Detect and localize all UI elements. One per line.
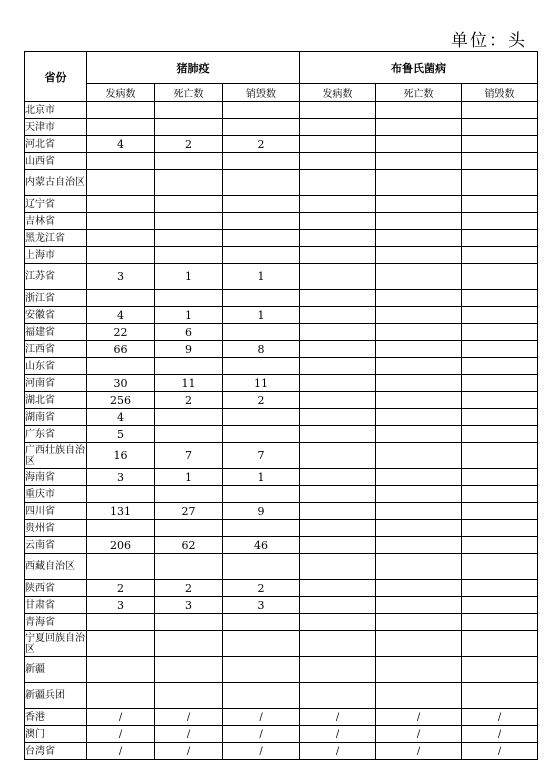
table-cell: / xyxy=(223,709,300,726)
subheader-destroyed: 销毁数 xyxy=(462,84,538,102)
table-cell xyxy=(462,324,538,341)
table-cell: 11 xyxy=(155,375,223,392)
table-cell xyxy=(87,486,155,503)
table-row xyxy=(25,153,538,170)
table-cell xyxy=(462,102,538,119)
table-cell xyxy=(462,580,538,597)
table-cell xyxy=(223,119,300,136)
table-cell xyxy=(87,170,155,196)
table-cell xyxy=(223,358,300,375)
table-cell xyxy=(376,631,462,657)
table-cell xyxy=(87,196,155,213)
province-header: 省份 xyxy=(25,52,87,102)
table-row xyxy=(25,324,538,341)
table-cell xyxy=(300,264,376,290)
table-cell xyxy=(376,324,462,341)
province-name: 广东省 xyxy=(25,426,87,443)
unit-label: 单位：头 xyxy=(451,31,527,51)
province-name: 江西省 xyxy=(25,341,87,358)
table-cell xyxy=(376,119,462,136)
table-cell xyxy=(462,196,538,213)
table-cell xyxy=(300,213,376,230)
table-row xyxy=(25,264,538,290)
table-cell xyxy=(223,230,300,247)
table-cell xyxy=(300,486,376,503)
table-cell xyxy=(376,443,462,469)
province-name: 上海市 xyxy=(25,247,87,264)
table-cell xyxy=(155,657,223,683)
province-name: 天津市 xyxy=(25,119,87,136)
table-cell xyxy=(376,657,462,683)
table-cell: 8 xyxy=(223,341,300,358)
table-cell: 66 xyxy=(87,341,155,358)
table-cell xyxy=(155,409,223,426)
table-cell xyxy=(300,136,376,153)
table-cell: 3 xyxy=(223,597,300,614)
table-cell: 30 xyxy=(87,375,155,392)
province-name: 吉林省 xyxy=(25,213,87,230)
table-row xyxy=(25,426,538,443)
table-cell xyxy=(462,597,538,614)
table-row xyxy=(25,683,538,709)
table-row xyxy=(25,119,538,136)
table-cell: / xyxy=(300,743,376,760)
table-cell xyxy=(300,358,376,375)
table-cell xyxy=(300,392,376,409)
table-cell xyxy=(300,631,376,657)
table-cell xyxy=(155,102,223,119)
table-cell: 3 xyxy=(87,597,155,614)
table-cell xyxy=(376,426,462,443)
table-row xyxy=(25,554,538,580)
table-cell xyxy=(376,614,462,631)
table-row xyxy=(25,392,538,409)
table-cell xyxy=(462,375,538,392)
table-row xyxy=(25,520,538,537)
table-cell xyxy=(462,469,538,486)
table-cell xyxy=(300,230,376,247)
table-cell xyxy=(223,520,300,537)
table-cell xyxy=(300,341,376,358)
table-cell: 27 xyxy=(155,503,223,520)
table-cell: 16 xyxy=(87,443,155,469)
table-cell xyxy=(462,520,538,537)
table-cell xyxy=(223,554,300,580)
table-cell xyxy=(87,554,155,580)
table-cell: 62 xyxy=(155,537,223,554)
table-cell xyxy=(87,631,155,657)
table-row xyxy=(25,102,538,119)
table-cell xyxy=(376,409,462,426)
province-name: 河南省 xyxy=(25,375,87,392)
province-name: 山西省 xyxy=(25,153,87,170)
table-cell xyxy=(300,554,376,580)
table-cell xyxy=(462,264,538,290)
table-cell xyxy=(462,614,538,631)
table-cell xyxy=(300,290,376,307)
table-cell xyxy=(223,170,300,196)
table-cell xyxy=(300,307,376,324)
table-cell: 11 xyxy=(223,375,300,392)
table-cell xyxy=(87,290,155,307)
table-cell xyxy=(87,520,155,537)
table-cell: 2 xyxy=(223,136,300,153)
province-name: 浙江省 xyxy=(25,290,87,307)
table-cell xyxy=(87,614,155,631)
table-cell: / xyxy=(155,709,223,726)
table-cell: 4 xyxy=(87,409,155,426)
table-cell xyxy=(300,153,376,170)
table-cell xyxy=(155,554,223,580)
table-cell: / xyxy=(462,743,538,760)
table-row xyxy=(25,614,538,631)
table-cell: / xyxy=(300,709,376,726)
table-cell xyxy=(462,392,538,409)
sub-header-row xyxy=(25,84,538,102)
table-cell: / xyxy=(462,726,538,743)
table-cell: 131 xyxy=(87,503,155,520)
table-cell: 4 xyxy=(87,136,155,153)
table-row xyxy=(25,486,538,503)
province-name: 内蒙古自治区 xyxy=(25,170,87,196)
table-row xyxy=(25,709,538,726)
table-cell xyxy=(155,247,223,264)
table-cell xyxy=(223,196,300,213)
table-cell xyxy=(300,503,376,520)
table-cell xyxy=(223,409,300,426)
table-row xyxy=(25,537,538,554)
table-cell xyxy=(376,597,462,614)
table-cell: 256 xyxy=(87,392,155,409)
table-cell: / xyxy=(87,743,155,760)
table-cell xyxy=(300,409,376,426)
table-cell xyxy=(155,614,223,631)
table-cell xyxy=(376,683,462,709)
table-cell xyxy=(87,119,155,136)
table-cell xyxy=(155,153,223,170)
table-cell xyxy=(376,196,462,213)
table-cell xyxy=(462,341,538,358)
table-row xyxy=(25,247,538,264)
table-row xyxy=(25,726,538,743)
table-cell: 1 xyxy=(223,307,300,324)
province-name: 澳门 xyxy=(25,726,87,743)
province-name: 广西壮族自治区 xyxy=(25,444,85,467)
province-name: 陕西省 xyxy=(25,580,87,597)
table-cell: / xyxy=(87,726,155,743)
table-cell: / xyxy=(155,743,223,760)
table-cell xyxy=(155,486,223,503)
table-cell xyxy=(155,213,223,230)
table-cell: 1 xyxy=(223,469,300,486)
table-cell xyxy=(300,520,376,537)
table-cell xyxy=(300,537,376,554)
table-cell xyxy=(376,503,462,520)
province-name: 青海省 xyxy=(25,614,87,631)
table-cell xyxy=(376,520,462,537)
table-cell: 2 xyxy=(87,580,155,597)
table-cell xyxy=(223,153,300,170)
province-name: 山东省 xyxy=(25,358,87,375)
table-cell: 2 xyxy=(223,580,300,597)
table-cell xyxy=(155,520,223,537)
table-cell xyxy=(300,247,376,264)
province-name: 宁夏回族自治区 xyxy=(25,632,85,655)
table-cell xyxy=(300,426,376,443)
table-cell xyxy=(223,631,300,657)
table-cell xyxy=(223,102,300,119)
table-row xyxy=(25,196,538,213)
province-name: 台湾省 xyxy=(25,743,87,760)
province-name: 贵州省 xyxy=(25,520,87,537)
table-cell xyxy=(300,170,376,196)
table-cell xyxy=(376,469,462,486)
table-cell: 6 xyxy=(155,324,223,341)
table-cell xyxy=(376,307,462,324)
table-cell: 1 xyxy=(155,307,223,324)
table-cell: / xyxy=(300,726,376,743)
table-cell xyxy=(376,290,462,307)
province-name: 安徽省 xyxy=(25,307,87,324)
subheader-cases: 发病数 xyxy=(300,84,376,102)
table-cell xyxy=(155,230,223,247)
table-cell: / xyxy=(223,743,300,760)
table-cell xyxy=(462,537,538,554)
table-cell xyxy=(300,469,376,486)
table-cell xyxy=(223,247,300,264)
table-cell xyxy=(462,136,538,153)
table-cell xyxy=(462,683,538,709)
province-name: 西藏自治区 xyxy=(25,554,87,580)
table-cell xyxy=(376,486,462,503)
table-cell xyxy=(462,486,538,503)
table-cell xyxy=(376,230,462,247)
table-cell: 7 xyxy=(223,443,300,469)
table-row xyxy=(25,631,538,657)
group-header-swine-pasteurellosis: 猪肺疫 xyxy=(87,52,300,84)
province-name: 北京市 xyxy=(25,102,87,119)
table-cell: 3 xyxy=(155,597,223,614)
table-cell xyxy=(223,657,300,683)
table-cell xyxy=(87,247,155,264)
table-cell xyxy=(223,290,300,307)
table-cell: 4 xyxy=(87,307,155,324)
table-cell xyxy=(155,631,223,657)
table-cell xyxy=(462,503,538,520)
table-row xyxy=(25,409,538,426)
table-cell xyxy=(462,443,538,469)
table-cell xyxy=(376,213,462,230)
table-cell xyxy=(462,230,538,247)
table-cell xyxy=(87,683,155,709)
table-row xyxy=(25,290,538,307)
table-cell xyxy=(300,597,376,614)
table-cell: / xyxy=(155,726,223,743)
table-cell: / xyxy=(376,743,462,760)
province-name: 重庆市 xyxy=(25,486,87,503)
table-cell xyxy=(223,213,300,230)
table-cell: 206 xyxy=(87,537,155,554)
table-row xyxy=(25,597,538,614)
table-cell xyxy=(155,358,223,375)
table-cell xyxy=(300,657,376,683)
table-cell xyxy=(223,486,300,503)
table-cell: 1 xyxy=(155,469,223,486)
table-cell xyxy=(462,426,538,443)
table-cell: / xyxy=(223,726,300,743)
table-cell xyxy=(462,153,538,170)
table-cell xyxy=(300,102,376,119)
province-name: 湖南省 xyxy=(25,409,87,426)
table-row xyxy=(25,170,538,196)
table-cell: 46 xyxy=(223,537,300,554)
table-row xyxy=(25,213,538,230)
table-cell: / xyxy=(376,726,462,743)
table-cell xyxy=(462,657,538,683)
table-cell xyxy=(462,119,538,136)
table-cell xyxy=(223,614,300,631)
table-cell xyxy=(87,230,155,247)
table-cell xyxy=(300,375,376,392)
province-name: 海南省 xyxy=(25,469,87,486)
table-row xyxy=(25,580,538,597)
table-row xyxy=(25,743,538,760)
table-row xyxy=(25,443,538,469)
table-row xyxy=(25,341,538,358)
table-cell: 2 xyxy=(155,136,223,153)
table-cell xyxy=(87,213,155,230)
table-cell: / xyxy=(376,709,462,726)
table-cell xyxy=(462,358,538,375)
table-cell xyxy=(155,119,223,136)
table-cell xyxy=(462,170,538,196)
province-name: 湖北省 xyxy=(25,392,87,409)
table-cell xyxy=(223,683,300,709)
table-cell: 1 xyxy=(223,264,300,290)
province-name: 黑龙江省 xyxy=(25,230,87,247)
table-cell xyxy=(300,443,376,469)
table-cell xyxy=(155,196,223,213)
table-cell xyxy=(155,170,223,196)
table-cell xyxy=(155,290,223,307)
province-name: 四川省 xyxy=(25,503,87,520)
province-name: 辽宁省 xyxy=(25,196,87,213)
table-cell: 5 xyxy=(87,426,155,443)
table-cell xyxy=(300,119,376,136)
subheader-cases: 发病数 xyxy=(87,84,155,102)
table-cell xyxy=(376,580,462,597)
table-cell: 2 xyxy=(223,392,300,409)
table-cell: 3 xyxy=(87,469,155,486)
table-cell xyxy=(376,375,462,392)
table-cell: 22 xyxy=(87,324,155,341)
table-cell xyxy=(300,614,376,631)
table-row xyxy=(25,230,538,247)
table-cell xyxy=(462,290,538,307)
table-body xyxy=(25,102,538,760)
table-cell xyxy=(87,657,155,683)
subheader-deaths: 死亡数 xyxy=(155,84,223,102)
table-cell xyxy=(462,631,538,657)
table-cell xyxy=(376,392,462,409)
province-name: 新疆兵团 xyxy=(25,683,87,709)
table-cell xyxy=(376,341,462,358)
province-name: 河北省 xyxy=(25,136,87,153)
subheader-destroyed: 销毁数 xyxy=(223,84,300,102)
table-cell xyxy=(87,153,155,170)
table-cell xyxy=(462,307,538,324)
province-name: 云南省 xyxy=(25,537,87,554)
table-cell xyxy=(462,213,538,230)
table-cell xyxy=(300,324,376,341)
table-cell xyxy=(376,170,462,196)
table-cell xyxy=(300,683,376,709)
table-cell xyxy=(376,247,462,264)
subheader-deaths: 死亡数 xyxy=(376,84,462,102)
province-name: 福建省 xyxy=(25,324,87,341)
table-cell: 9 xyxy=(223,503,300,520)
table-cell: 1 xyxy=(155,264,223,290)
table-cell xyxy=(376,554,462,580)
table-cell xyxy=(300,580,376,597)
table-cell: / xyxy=(462,709,538,726)
table-cell xyxy=(223,426,300,443)
table-row xyxy=(25,469,538,486)
table-cell xyxy=(155,426,223,443)
table-row xyxy=(25,375,538,392)
table-cell xyxy=(376,358,462,375)
province-name: 新疆 xyxy=(25,657,87,683)
table-cell xyxy=(155,683,223,709)
province-name: 江苏省 xyxy=(25,264,87,290)
province-name: 香港 xyxy=(25,709,87,726)
disease-statistics-table xyxy=(24,51,538,760)
table-row xyxy=(25,307,538,324)
table-cell: 2 xyxy=(155,392,223,409)
table-cell xyxy=(376,537,462,554)
table-cell: 2 xyxy=(155,580,223,597)
group-header-brucellosis: 布鲁氏菌病 xyxy=(300,52,538,84)
table-cell xyxy=(87,358,155,375)
table-cell xyxy=(462,409,538,426)
table-cell: 7 xyxy=(155,443,223,469)
table-row xyxy=(25,503,538,520)
table-cell: 9 xyxy=(155,341,223,358)
table-cell xyxy=(462,247,538,264)
table-row xyxy=(25,136,538,153)
table-cell xyxy=(376,264,462,290)
table-cell: 3 xyxy=(87,264,155,290)
table-cell xyxy=(376,136,462,153)
table-cell xyxy=(300,196,376,213)
table-row xyxy=(25,657,538,683)
table-cell xyxy=(87,102,155,119)
table-row xyxy=(25,358,538,375)
table-cell xyxy=(376,102,462,119)
table-cell: / xyxy=(87,709,155,726)
table-cell xyxy=(223,324,300,341)
group-header-row xyxy=(25,52,538,84)
province-name: 甘肃省 xyxy=(25,597,87,614)
table-cell xyxy=(462,554,538,580)
table-cell xyxy=(376,153,462,170)
